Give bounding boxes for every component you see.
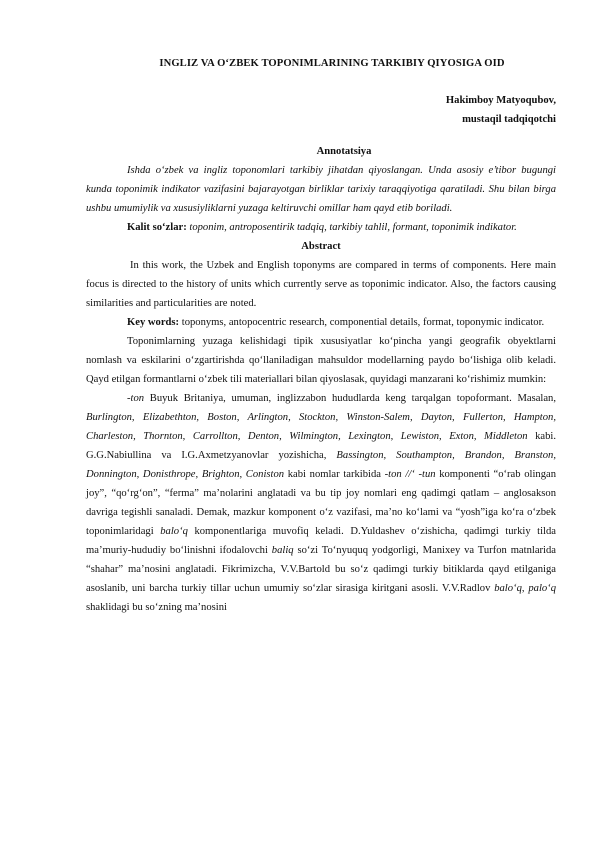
key-words-list: toponyms, antopocentric research, componential details, format, toponymic indicator. bbox=[181, 317, 545, 328]
abstract-keywords bbox=[86, 313, 556, 332]
abstract-body: In this work, the Uzbek and English toponyms are compared in terms of components. Here main focus is directed to the history of units which currently serve as toponimic indicator. Also, the factors causing similarities and particularities are noted. bbox=[86, 260, 556, 309]
placename-list-1: Burlington, Elizabethton, Boston, Arlington, Stockton, Winston-Salem, Dayton, Fullerton, Hampton, Charleston, Thornton, Carrollton, Denton, Wilmington, Lexington, Lewiston, Exton, Middleton bbox=[86, 412, 556, 442]
text-run: Buyuk Britaniya, umuman, inglizzabon hududlarda keng tarqalgan topoformant. Masalan, bbox=[144, 393, 556, 404]
author-role: mustaqil tadqiqotchi bbox=[462, 114, 556, 125]
body-paragraph-1: Toponimlarning yuzaga kelishidagi tipik xususiyatlar ko‘pincha yangi geografik obyektlarni nomlash va eskilarini o‘zgartirishda qo‘llaniladigan mahsuldor modellarning paydo bo‘lishiga olib keladi. Qayd etilgan formantlarni o‘zbek tili materiallari bilan qiyoslasak, quyidagi manzarani ko‘rishimiz mumkin: bbox=[86, 336, 556, 385]
text-run: kabi. G.G.Nabiullina va I.G.Axmetzyanovlar yozishicha, bbox=[86, 431, 556, 461]
annotation-text: Ishda o‘zbek va ingliz toponomlari tarkibiy jihatdan qiyoslangan. Unda asosiy e’tibor bugungi kunda toponimik indikator vazifasini bajarayotgan birliklar tarixiy taraqqiyotiga qaratiladi. Shu bilan birga ushbu umumiylik va xususiyliklarni yuzaga keltiruvchi omillar ham qayd etib boriladi. bbox=[86, 165, 556, 214]
abstract-heading: Abstract bbox=[301, 241, 341, 252]
placename-list-2: Bassington, Southampton, Brandon, Branston, Donnington, Donisthrope, Brighton, Coniston bbox=[86, 450, 556, 480]
text-run: komponentlariga muvofiq keladi. D.Yuldashev o‘zishicha, qadimgi turkiy tilda ma’muriy-hududiy bo‘linishni ifodalovchi bbox=[86, 526, 556, 556]
formant-ton: -ton bbox=[127, 393, 145, 404]
annotation-keywords bbox=[86, 218, 556, 237]
annotation-heading: Annotatsiya bbox=[316, 146, 372, 157]
term-baloq: balo‘q bbox=[160, 526, 188, 537]
formant-variants: -ton //‘ -tun bbox=[384, 469, 436, 480]
term-baloq-2: balo‘q bbox=[494, 583, 522, 594]
text-run: kabi nomlar tarkibida bbox=[284, 469, 385, 480]
text-run: , bbox=[521, 583, 529, 594]
keywords-label: Kalit so‘zlar: bbox=[127, 222, 187, 233]
term-baliq: baliq bbox=[271, 545, 294, 556]
author-name: Hakimboy Matyoqubov, bbox=[445, 95, 556, 106]
keywords-list: toponim, antroposentirik tadqiq, tarkibiy tahlil, formant, toponimik indikator. bbox=[189, 222, 517, 233]
term-paloq: palo‘q bbox=[528, 583, 557, 594]
text-run: so‘zi To‘nyuquq yodgorligi, Manixey va Turfon matnlarida “shahar” ma’nosini anglatadi. Fikrimizcha, V.V.Bartold bu so‘z qadimgi turkiy bitiklarda qayd etilganiga asoslanib, uni barcha turkiy tillar uchun umumiy so‘zlar sirasiga kiritgani asosli. V.V.Radlov bbox=[86, 545, 556, 594]
document-page bbox=[86, 58, 556, 617]
key-words-label: Key words: bbox=[127, 317, 180, 328]
abstract-text bbox=[86, 256, 556, 313]
text-run: komponenti “o‘rab olingan joy”, “qo‘rg‘on”, “ferma” ma’nolarini anglatadi va bu tip joy nomlari eng qadimgi qatlam – anglosakson davriga tegishli sanaladi. Demak, mazkur komponent o‘z vazifasi, ma’no ko‘lami va “yosh”iga ko‘ra o‘zbek toponimlaridagi bbox=[86, 469, 556, 537]
body-paragraph-2 bbox=[86, 389, 556, 617]
paper-title: INGLIZ VA O‘ZBEK TOPONIMLARINING TARKIBIY QIYOSIGA OID bbox=[159, 58, 505, 69]
text-run: shaklidagi bu so‘zning ma’nosini bbox=[86, 602, 227, 613]
